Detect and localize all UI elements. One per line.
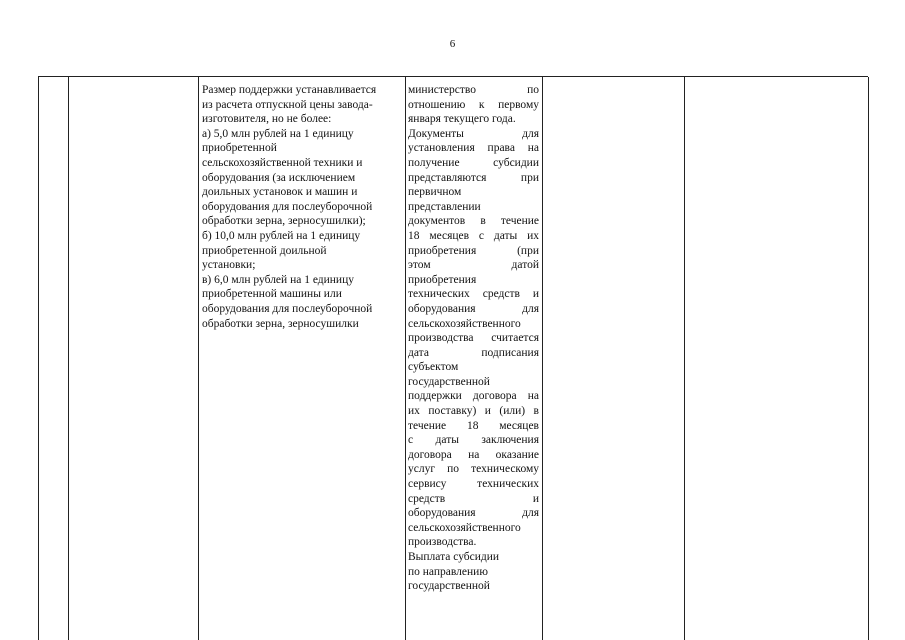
- cell-line: дата подписания: [408, 346, 539, 359]
- cell-line: сельскохозяйственной техники и: [202, 156, 363, 169]
- cell-line: оборудования (за исключением: [202, 171, 356, 184]
- cell-line: обработки зерна, зерносушилки: [202, 317, 359, 330]
- cell-line: оборудования для: [408, 302, 539, 315]
- cell-line: отношению к первому: [408, 98, 539, 111]
- table-column-5: [543, 77, 685, 640]
- cell-line: Размер поддержки устанавливается: [202, 84, 377, 96]
- cell-line: государственной: [408, 375, 490, 388]
- cell-line: приобретенной машины или: [202, 288, 342, 301]
- cell-line: средств и: [408, 492, 539, 505]
- table-column-1: [39, 77, 69, 640]
- cell-line: Выплата субсидии: [408, 551, 500, 563]
- cell-line: приобретения (при: [408, 244, 539, 257]
- cell-line: технических средств и: [408, 288, 539, 301]
- cell-line: документов в течение: [408, 215, 539, 228]
- cell-line: установки;: [202, 259, 256, 272]
- cell-line: приобретенной: [202, 142, 277, 155]
- cell-line: из расчета отпускной цены завода-: [202, 98, 373, 111]
- cell-line: поддержки договора на: [408, 390, 539, 403]
- table-column-3: [199, 77, 406, 640]
- page-number: 6: [449, 38, 456, 50]
- support-amount-cell: [199, 77, 405, 331]
- cell-line: представлении: [408, 200, 481, 213]
- documents-procedure-cell: [406, 77, 542, 594]
- cell-line: обработки зерна, зерносушилки);: [202, 215, 366, 228]
- document-table: [38, 76, 868, 640]
- cell-line: министерство по: [408, 84, 539, 96]
- cell-line: приобретения: [408, 273, 477, 286]
- table-column-6: [685, 77, 869, 640]
- cell-line: оборудования для послеуборочной: [202, 200, 373, 213]
- cell-line: приобретенной доильной: [202, 244, 327, 257]
- cell-line: по направлению: [408, 565, 488, 578]
- cell-line: оборудования для послеуборочной: [202, 302, 373, 315]
- cell-line: договора на оказание: [408, 448, 539, 461]
- cell-line: производства считается: [408, 332, 539, 345]
- cell-line: течение 18 месяцев: [408, 419, 539, 432]
- cell-line: в) 6,0 млн рублей на 1 единицу: [202, 273, 354, 286]
- table-column-4: [406, 77, 543, 640]
- cell-line: б) 10,0 млн рублей на 1 единицу: [202, 229, 361, 242]
- cell-line: Документы для: [408, 127, 539, 140]
- cell-line: января текущего года.: [408, 113, 516, 126]
- cell-line: оборудования для: [408, 507, 539, 520]
- table-column-2: [69, 77, 199, 640]
- cell-line: представляются при: [408, 171, 539, 184]
- cell-line: а) 5,0 млн рублей на 1 единицу: [202, 127, 354, 140]
- cell-line: этом датой: [408, 259, 539, 272]
- cell-line: сервису технических: [408, 478, 539, 491]
- cell-line: сельскохозяйственного: [408, 521, 521, 534]
- cell-line: 18 месяцев с даты их: [408, 229, 539, 242]
- cell-line: первичном: [408, 186, 462, 199]
- cell-line: сельскохозяйственного: [408, 317, 521, 330]
- cell-line: с даты заключения: [408, 434, 539, 447]
- cell-line: субъектом: [408, 361, 459, 374]
- cell-line: получение субсидии: [408, 156, 539, 169]
- cell-line: услуг по техническому: [408, 463, 539, 476]
- cell-line: их поставку) и (или) в: [408, 405, 539, 418]
- cell-line: установления права на: [408, 142, 539, 155]
- cell-line: производства.: [408, 536, 477, 549]
- cell-line: доильных установок и машин и: [202, 186, 358, 199]
- cell-line: изготовителя, но не более:: [202, 113, 332, 126]
- cell-line: государственной: [408, 580, 490, 593]
